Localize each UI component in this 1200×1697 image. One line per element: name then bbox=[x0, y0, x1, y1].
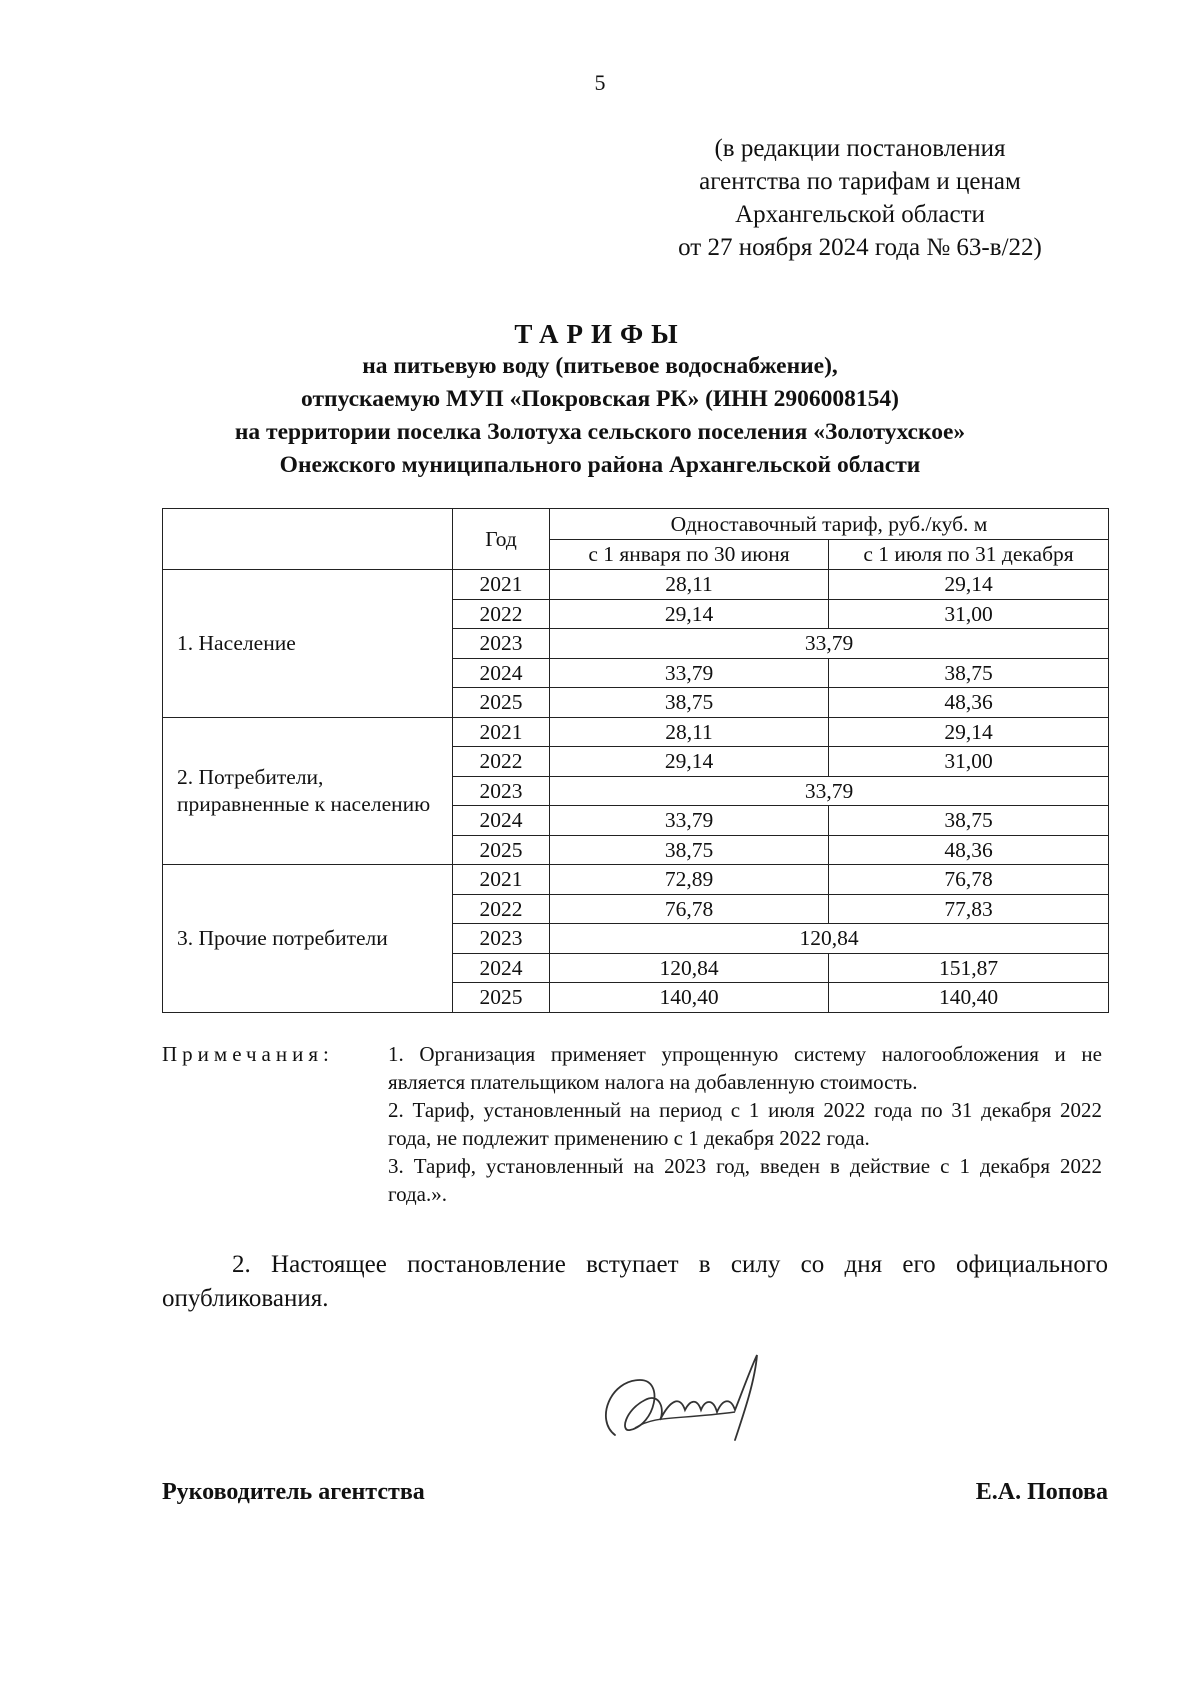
table-body bbox=[163, 570, 1109, 1013]
tariff-table bbox=[162, 508, 1109, 1013]
tariff-cell-p2: 151,87 bbox=[829, 953, 1109, 983]
tariff-cell-p2: 38,75 bbox=[829, 658, 1109, 688]
tariff-cell-p2: 140,40 bbox=[829, 983, 1109, 1013]
header-tariff: Одноставочный тариф, руб./куб. м bbox=[550, 509, 1109, 540]
tariff-cell-p2: 29,14 bbox=[829, 570, 1109, 600]
year-cell: 2024 bbox=[453, 806, 550, 836]
year-cell: 2021 bbox=[453, 717, 550, 747]
tariff-cell-p2: 29,14 bbox=[829, 717, 1109, 747]
tariff-cell-p2: 77,83 bbox=[829, 894, 1109, 924]
page-number: 5 bbox=[594, 70, 606, 95]
tariff-cell-p2: 48,36 bbox=[829, 835, 1109, 865]
year-cell: 2025 bbox=[453, 688, 550, 718]
consumer-group-label: 2. Потребители, приравненные к населению bbox=[163, 717, 453, 865]
tariff-cell-p2: 76,78 bbox=[829, 865, 1109, 895]
tariff-cell-merged: 33,79 bbox=[550, 629, 1109, 659]
tariff-cell-merged: 120,84 bbox=[550, 924, 1109, 954]
edition-line: агентства по тарифам и ценам bbox=[699, 168, 1021, 195]
note-item: 1. Организация применяет упрощенную систему налогообложения и не является плательщиком налога на добавленную стоимость. bbox=[388, 1042, 1102, 1094]
tariff-cell-p2: 48,36 bbox=[829, 688, 1109, 718]
year-cell: 2024 bbox=[453, 658, 550, 688]
signatory-name: Е.А. Попова bbox=[975, 1479, 1108, 1505]
year-cell: 2025 bbox=[453, 983, 550, 1013]
tariff-cell-p1: 29,14 bbox=[550, 599, 829, 629]
year-cell: 2023 bbox=[453, 629, 550, 659]
year-cell: 2023 bbox=[453, 924, 550, 954]
table-row bbox=[163, 570, 1109, 600]
year-cell: 2022 bbox=[453, 894, 550, 924]
year-cell: 2023 bbox=[453, 776, 550, 806]
handwritten-signature bbox=[585, 1340, 785, 1470]
tariff-cell-p1: 38,75 bbox=[550, 688, 829, 718]
edition-line: Архангельской области bbox=[735, 201, 985, 228]
header-blank-cell bbox=[163, 509, 453, 570]
consumer-group-label: 1. Население bbox=[163, 570, 453, 718]
tariff-cell-merged: 33,79 bbox=[550, 776, 1109, 806]
tariff-cell-p1: 120,84 bbox=[550, 953, 829, 983]
year-cell: 2022 bbox=[453, 747, 550, 777]
tariff-cell-p2: 31,00 bbox=[829, 747, 1109, 777]
tariff-cell-p1: 28,11 bbox=[550, 717, 829, 747]
title-line: на территории поселка Золотуха сельского поселения «Золотухское» bbox=[234, 419, 966, 445]
note-item: 3. Тариф, установленный на 2023 год, введен в действие с 1 декабря 2022 года.». bbox=[388, 1154, 1102, 1206]
year-cell: 2025 bbox=[453, 835, 550, 865]
table-row bbox=[163, 717, 1109, 747]
tariff-cell-p1: 33,79 bbox=[550, 658, 829, 688]
notes-label: Примечания: bbox=[162, 1042, 334, 1066]
edition-line: (в редакции постановления bbox=[714, 135, 1006, 162]
title-line: отпускаемую МУП «Покровская РК» (ИНН 2906008154) bbox=[301, 386, 899, 412]
header-period-1: с 1 января по 30 июня bbox=[550, 539, 829, 570]
consumer-group-label: 3. Прочие потребители bbox=[163, 865, 453, 1013]
tariff-cell-p1: 38,75 bbox=[550, 835, 829, 865]
signature-stroke bbox=[606, 1355, 757, 1440]
year-cell: 2024 bbox=[453, 953, 550, 983]
note-item: 2. Тариф, установленный на период с 1 июля 2022 года по 31 декабря 2022 года, не подлежит применению с 1 декабря 2022 года. bbox=[388, 1098, 1102, 1150]
tariff-cell-p1: 76,78 bbox=[550, 894, 829, 924]
signatory-position: Руководитель агентства bbox=[162, 1479, 425, 1505]
title-line: Онежского муниципального района Архангельской области bbox=[279, 452, 921, 478]
year-cell: 2021 bbox=[453, 570, 550, 600]
header-period-2: с 1 июля по 31 декабря bbox=[829, 539, 1109, 570]
effective-date-paragraph: 2. Настоящее постановление вступает в силу со дня его официального опубликования. bbox=[162, 1251, 1108, 1312]
tariff-cell-p1: 29,14 bbox=[550, 747, 829, 777]
notes-list bbox=[388, 1040, 1102, 1208]
title-main: ТАРИФЫ bbox=[514, 319, 686, 349]
edition-line: от 27 ноября 2024 года № 63-в/22) bbox=[678, 234, 1042, 261]
year-cell: 2022 bbox=[453, 599, 550, 629]
tariff-cell-p2: 38,75 bbox=[829, 806, 1109, 836]
header-year: Год bbox=[453, 509, 550, 570]
tariff-cell-p1: 33,79 bbox=[550, 806, 829, 836]
tariff-cell-p1: 72,89 bbox=[550, 865, 829, 895]
tariff-cell-p2: 31,00 bbox=[829, 599, 1109, 629]
year-cell: 2021 bbox=[453, 865, 550, 895]
table-row bbox=[163, 865, 1109, 895]
tariff-cell-p1: 28,11 bbox=[550, 570, 829, 600]
tariff-cell-p1: 140,40 bbox=[550, 983, 829, 1013]
title-line: на питьевую воду (питьевое водоснабжение), bbox=[362, 353, 838, 379]
document-title bbox=[0, 318, 1200, 482]
edition-note bbox=[630, 132, 1090, 264]
